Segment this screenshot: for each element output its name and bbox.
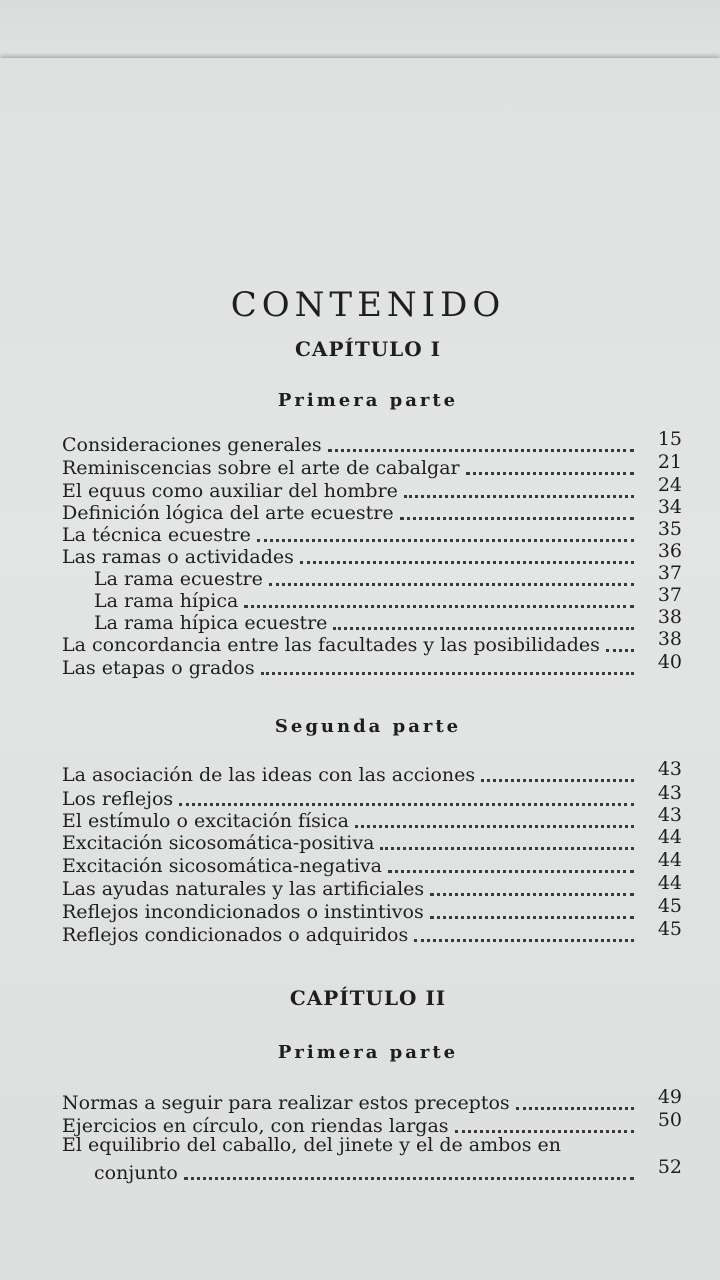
toc-entry: Excitación sicosomática-negativa 44 bbox=[62, 849, 682, 877]
toc-entry-first-line: El equilibrio del caballo, del jinete y el de ambos en bbox=[62, 1134, 562, 1156]
toc-entry: La asociación de las ideas con las acciones 43 bbox=[62, 758, 682, 786]
toc-entry: Normas a seguir para realizar estos preceptos 49 bbox=[62, 1086, 682, 1114]
toc-entry: Definición lógica del arte ecuestre 34 bbox=[62, 496, 682, 524]
toc-entry: La concordancia entre las facultades y las posibilidades 38 bbox=[62, 628, 682, 656]
toc-entry: Consideraciones generales 15 bbox=[62, 428, 682, 456]
chapter-2-heading: CAPÍTULO II bbox=[289, 986, 447, 1010]
toc-entry: El estímulo o excitación física 43 bbox=[62, 804, 682, 832]
toc-entry: Reminiscencias sobre el arte de cabalgar 21 bbox=[62, 451, 682, 479]
chapter-1-heading: CAPÍTULO I bbox=[295, 337, 441, 361]
toc-entry: Las ayudas naturales y las artificiales 44 bbox=[62, 872, 682, 900]
chapter-1-part-2-heading: Segunda parte bbox=[274, 716, 462, 737]
toc-entry: Reflejos condicionados o adquiridos 45 bbox=[62, 918, 682, 946]
toc-entry: Excitación sicosomática-positiva 44 bbox=[62, 826, 682, 854]
toc-entry: La técnica ecuestre 35 bbox=[62, 518, 682, 546]
page-title: CONTENIDO bbox=[230, 284, 506, 325]
toc-entry: Ejercicios en círculo, con riendas largas 50 bbox=[62, 1109, 682, 1137]
toc-entry: El equus como auxiliar del hombre 24 bbox=[62, 474, 682, 502]
toc-subentry: La rama ecuestre 37 bbox=[94, 562, 682, 590]
toc-entry: Reflejos incondicionados o instintivos 45 bbox=[62, 895, 682, 923]
toc-entry-continuation: conjunto 52 bbox=[94, 1156, 682, 1184]
toc-entry: Las ramas o actividades 36 bbox=[62, 540, 682, 568]
chapter-2-part-1-heading: Primera parte bbox=[277, 1042, 459, 1063]
toc-subentry: La rama hípica ecuestre 38 bbox=[94, 606, 682, 634]
toc-entry: Los reflejos 43 bbox=[62, 782, 682, 810]
chapter-1-part-1-heading: Primera parte bbox=[277, 390, 459, 411]
toc-subentry: La rama hípica 37 bbox=[94, 584, 682, 612]
toc-entry: Las etapas o grados 40 bbox=[62, 651, 682, 679]
